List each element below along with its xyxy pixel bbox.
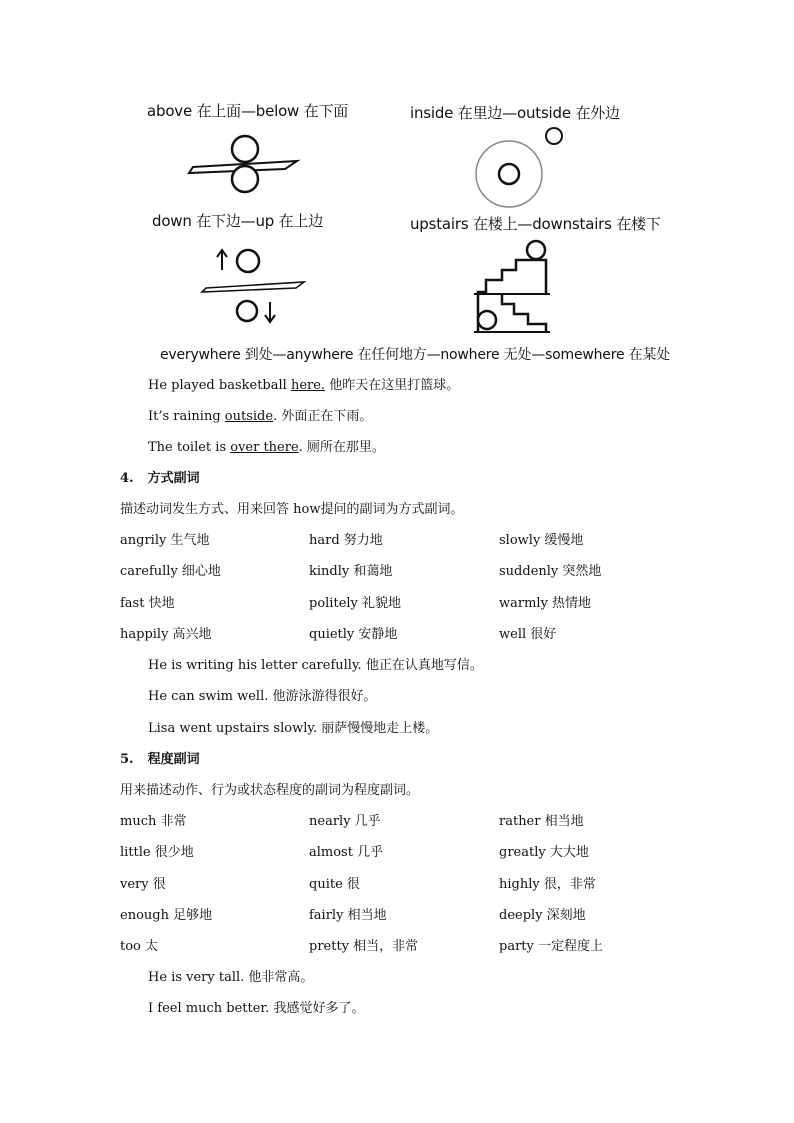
section-4-description: 描述动词发生方式、用来回答 how提问的副词为方式副词。 xyxy=(120,502,464,517)
upstairs-downstairs-figure xyxy=(470,238,560,338)
inside-outside-figure xyxy=(475,126,575,206)
section-5-heading: 5. 程度副词 xyxy=(120,752,200,767)
word-cell: too 太 xyxy=(120,939,159,954)
word-cell: greatly 大大地 xyxy=(499,845,589,860)
word-cell: warmly 热情地 xyxy=(499,596,592,611)
word-cell: kindly 和蔼地 xyxy=(309,564,393,579)
caption-everywhere: everywhere 到处—anywhere 在任何地方—nowhere 无处—somewhere 在某处 xyxy=(160,347,671,363)
section-4-example-3: Lisa went upstairs slowly. 丽萨慢慢地走上楼。 xyxy=(148,721,439,736)
ball-below xyxy=(232,166,258,192)
word-cell: very 很 xyxy=(120,877,166,892)
caption-above-below: above 在上面—below 在下面 xyxy=(147,102,349,120)
caption-down-up: down 在下边—up 在上边 xyxy=(152,212,324,230)
ball-down xyxy=(237,301,257,321)
section-4-example-1: He is writing his letter carefully. 他正在认真地写信。 xyxy=(148,658,483,673)
word-cell: quietly 安静地 xyxy=(309,627,398,642)
ball-upstairs xyxy=(527,241,545,259)
word-cell: angrily 生气地 xyxy=(120,533,210,548)
word-cell: rather 相当地 xyxy=(499,814,584,829)
word-cell: highly 很，非常 xyxy=(499,877,596,892)
plane-board xyxy=(202,282,304,292)
section-5-description: 用来描述动作、行为或状态程度的副词为程度副词。 xyxy=(120,783,420,798)
section-4-heading: 4. 方式副词 xyxy=(120,471,200,486)
word-cell: pretty 相当，非常 xyxy=(309,939,419,954)
word-cell: suddenly 突然地 xyxy=(499,564,602,579)
word-cell: hard 努力地 xyxy=(309,533,383,548)
word-cell: much 非常 xyxy=(120,814,187,829)
place-example-2: It’s raining outside. 外面正在下雨。 xyxy=(148,409,373,424)
ball-downstairs xyxy=(478,311,496,329)
word-cell: nearly 几乎 xyxy=(309,814,381,829)
word-cell: happily 高兴地 xyxy=(120,627,212,642)
word-cell: fairly 相当地 xyxy=(309,908,387,923)
word-cell: well 很好 xyxy=(499,627,557,642)
caption-upstairs-downstairs: upstairs 在楼上—downstairs 在楼下 xyxy=(410,215,661,233)
word-cell: almost 几乎 xyxy=(309,845,384,860)
ball-inside xyxy=(499,164,519,184)
ball-above xyxy=(232,136,258,162)
staircase-lower xyxy=(502,294,546,333)
down-up-figure xyxy=(200,246,310,326)
ball-up xyxy=(237,250,259,272)
word-cell: slowly 缓慢地 xyxy=(499,533,584,548)
section-4-example-2: He can swim well. 他游泳游得很好。 xyxy=(148,689,377,704)
word-cell: little 很少地 xyxy=(120,845,194,860)
word-cell: fast 快地 xyxy=(120,596,175,611)
word-cell: party 一定程度上 xyxy=(499,939,603,954)
ball-outside xyxy=(546,128,562,144)
section-5-example-1: He is very tall. 他非常高。 xyxy=(148,970,314,985)
word-cell: deeply 深刻地 xyxy=(499,908,586,923)
word-cell: enough 足够地 xyxy=(120,908,213,923)
word-cell: carefully 细心地 xyxy=(120,564,221,579)
section-5-example-2: I feel much better. 我感觉好多了。 xyxy=(148,1001,365,1016)
word-cell: quite 很 xyxy=(309,877,360,892)
place-example-3: The toilet is over there. 厕所在那里。 xyxy=(148,440,385,455)
word-cell: politely 礼貌地 xyxy=(309,596,402,611)
above-below-figure xyxy=(185,135,305,195)
caption-inside-outside: inside 在里边—outside 在外边 xyxy=(410,104,620,122)
place-example-1: He played basketball here. 他昨天在这里打篮球。 xyxy=(148,378,460,393)
